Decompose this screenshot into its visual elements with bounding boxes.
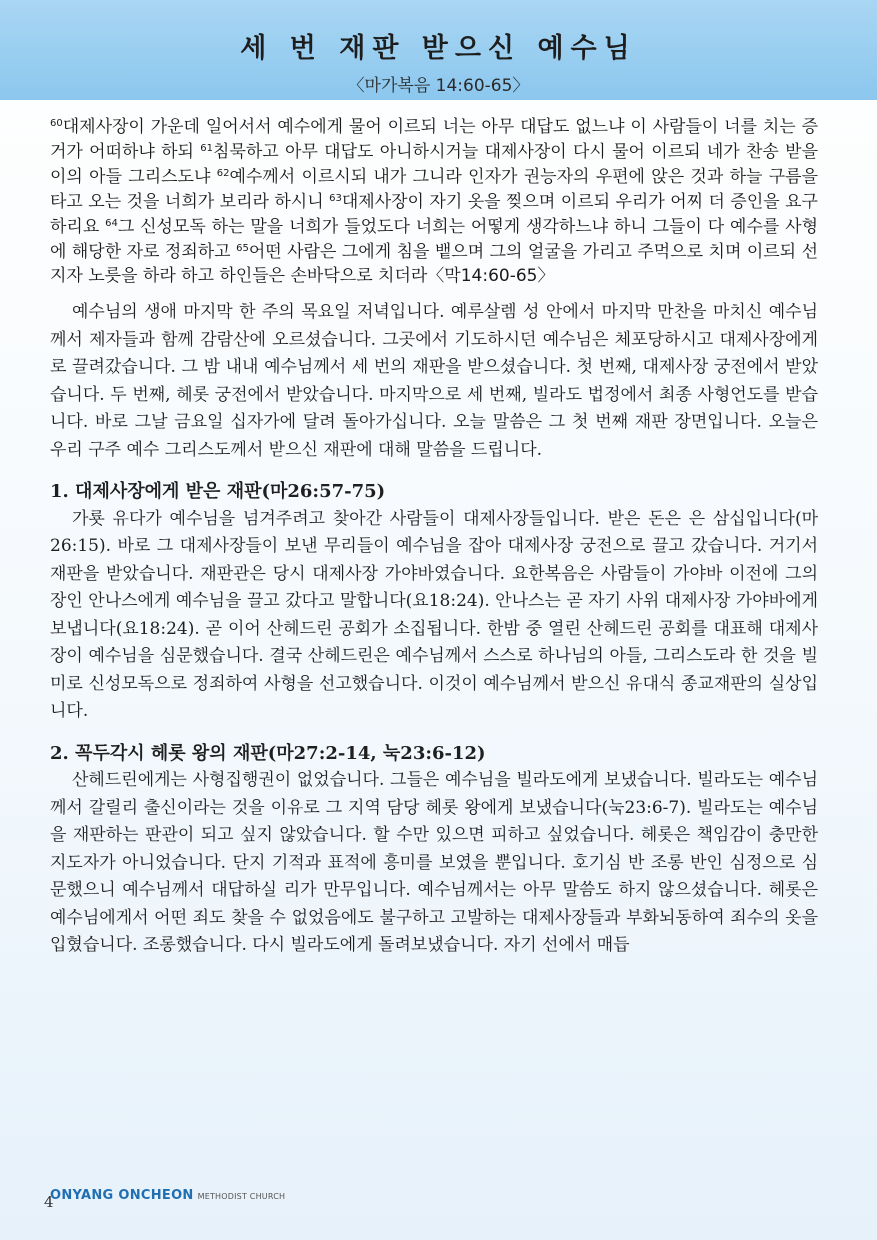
verse-text: 대제사장이 가운데 일어서서 예수에게 물어 이르되 너는 아무 대답도 없느냐 이 사람들이 너를 치는 증거가 어떠하냐 하되: [50, 117, 818, 162]
verse-number: 65: [236, 242, 249, 254]
section-heading-1: 1. 대제사장에게 받은 재판(마26:57-75): [50, 481, 386, 503]
verse-text: 어떤 사람은 그에게 침을 뱉으며 그의 얼굴을 가리고 주먹으로 치며 이르되 선지자 노릇을 하라 하고 하인들은 손바닥으로 치더라〈막14:60-65〉: [50, 241, 818, 287]
church-logo-main: ONYANG ONCHEON: [50, 1188, 194, 1203]
intro-paragraph: 예수님의 생애 마지막 한 주의 목요일 저녁입니다. 예루살렘 성 안에서 마지막 만찬을 마치신 예수님께서 제자들과 함께 감람산에 오르셨습니다. 그곳에서 기도하시던 예수님은 체포당하시고 대제사장에게로 끌려갔습니다. 그 밤 내내 예수님께서 세 번의 재판을 받으셨습니다. 첫 번째, 대제사장 궁전에서 받았습니다. 두 번째, 헤롯 궁전에서 받았습니다. 마지막으로 세 번째, 빌라도 법정에서 최종 사형언도를 받습니다. 바로 그날 금요일 십자가에 달려 돌아가십니다. 오늘 말씀은 그 첫 번째 재판 장면입니다. 오늘은 우리 구주 예수 그리스도께서 받으신 재판에 대해 말씀을 드립니다.: [50, 302, 818, 460]
section-paragraph-2: 산헤드린에게는 사형집행권이 없었습니다. 그들은 예수님을 빌라도에게 보냈습니다. 빌라도는 예수님께서 갈릴리 출신이라는 것을 이유로 그 지역 담당 헤롯 왕에게 보냈습니다(눅23:6-7). 빌라도는 예수님을 재판하는 판관이 되고 싶지 않았습니다. 할 수만 있으면 피하고 싶었습니다. 헤롯은 책임감이 충만한 지도자가 아니었습니다. 단지 기적과 표적에 흥미를 보였을 뿐입니다. 호기심 반 조롱 반인 심정으로 심문했으니 예수님께서 대답하실 리가 만무입니다. 예수님께서는 아무 말씀도 하지 않으셨습니다. 헤롯은 예수님에게서 어떤 죄도 찾을 수 없었음에도 불구하고 고발하는 대제사장들과 부화뇌동하여 죄수의 옷을 입혔습니다. 조롱했습니다. 다시 빌라도에게 돌려보냈습니다. 자기 선에서 매듭: [50, 770, 818, 956]
section-heading-2: 2. 꼭두각시 헤롯 왕의 재판(마27:2-14, 눅23:6-12): [50, 742, 486, 764]
scripture-reference: 〈마가복음 14:60-65〉: [347, 76, 530, 96]
content-area: [50, 115, 818, 960]
section-paragraph-1: 가룟 유다가 예수님을 넘겨주려고 찾아간 사람들이 대제사장들입니다. 받은 돈은 은 삼십입니다(마26:15). 바로 그 대제사장들이 보낸 무리들이 예수님을 잡아 대제사장 궁전으로 끌고 갔습니다. 거기서 재판을 받았습니다. 재판관은 당시 대제사장 가야바였습니다. 요한복음은 사람들이 가야바 이전에 그의 장인 안나스에게 예수님을 끌고 갔다고 말합니다(요18:24). 안나스는 곧 자기 사위 대제사장 가야바에게 보냅니다(요18:24). 곧 이어 산헤드린 공회가 소집됩니다. 한밤 중 열린 산헤드린 공회를 대표해 대제사장이 예수님을 심문했습니다. 결국 산헤드린은 예수님께서 스스로 하나님의 아들, 그리스도라 한 것을 빌미로 신성모독으로 정죄하여 사형을 선고했습니다. 이것이 예수님께서 받으신 유대식 종교재판의 실상입니다.: [50, 508, 818, 722]
page-header: [0, 0, 877, 100]
page-number: 4: [44, 1193, 54, 1211]
verse-number: 60: [50, 118, 63, 129]
verse-number: 61: [200, 142, 214, 154]
verse-text: 침묵하고 아무 대답도 아니하시거늘 대제사장이 다시 물어 이르되 네가 찬송 받을 이의 아들 그리스도냐: [50, 141, 818, 187]
verse-number: 63: [329, 192, 342, 204]
scripture-passage: [50, 115, 818, 289]
verse-text: 예수께서 이르시되 내가 그니라 인자가 권능자의 우편에 앉은 것과 하늘 구름을 타고 오는 것을 너희가 보리라 하시니: [50, 166, 818, 212]
church-logo: [50, 1184, 285, 1203]
church-logo-sub: METHODIST CHURCH: [197, 1192, 286, 1201]
verse-number: 62: [216, 167, 230, 179]
verse-text: 대제사장이 자기 옷을 찢으며 이르되 우리가 어찌 더 증인을 요구하리요: [50, 191, 818, 237]
page-title: 세 번 재판 받으신 예수님: [240, 33, 637, 64]
verse-text: 그 신성모독 하는 말을 너희가 들었도다 너희는 어떻게 생각하느냐 하니 그들이 다 예수를 사형에 해당한 자로 정죄하고: [50, 216, 818, 262]
page-footer: [44, 1181, 444, 1211]
verse-number: 64: [105, 217, 118, 229]
